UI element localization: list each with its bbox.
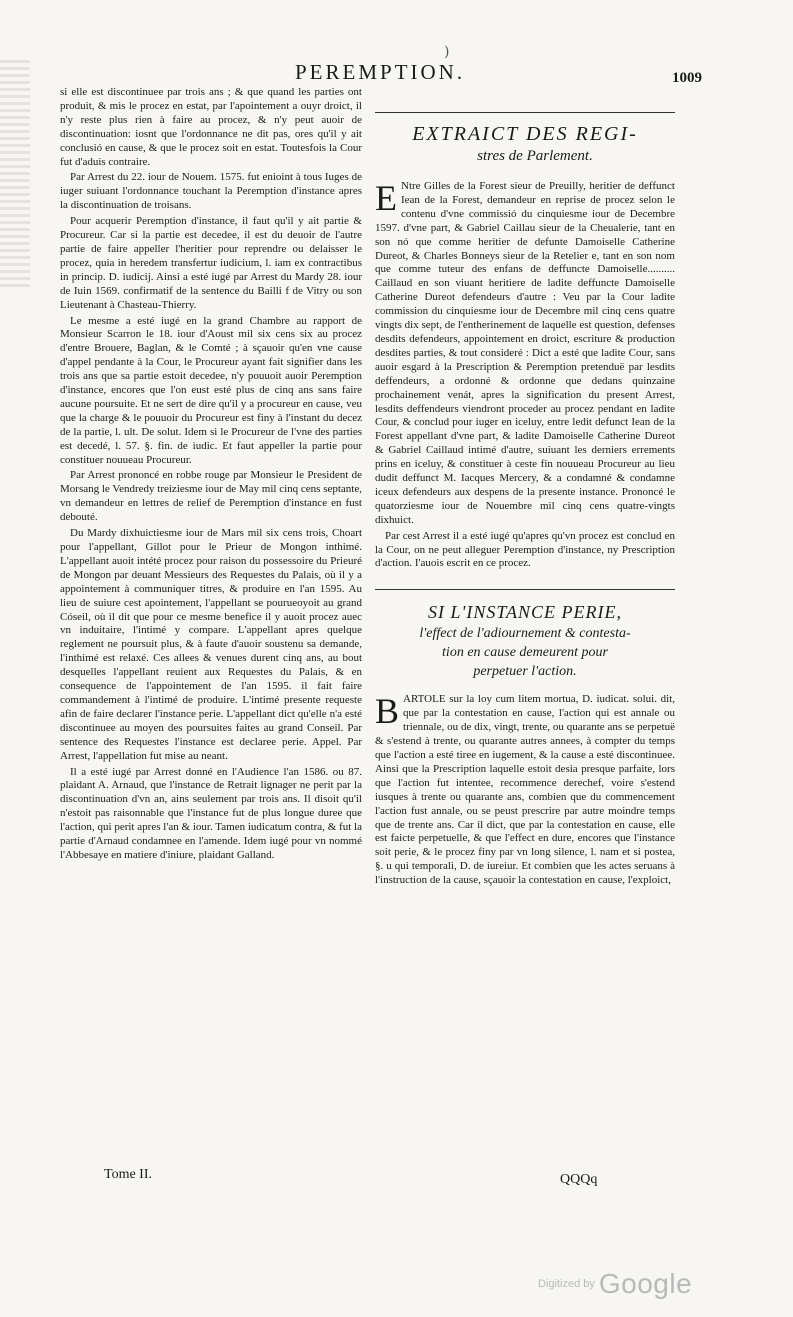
paragraph: Du Mardy dixhuictiesme iour de Mars mil six cens trois, Choart pour l'appellant, Gillot pour le Prieur de Mongon inthimé. L'appellant auoit intété procez pour raison du possessoire du Prieuré de Mongon par deuant Messieurs des Requestes du Palais, où il y a appointement à communiquer titres, & produire en l'an 1595. Au lieu de suiure cest apointement, l'appellant se pourueoyoit au grand Cóseil, où il dit que pour ce mesme benefice il y auoit procez auec vn induitaire, l'intimé y compare. L'appellant apres quelque reglement ne poursuit plus, & à faute d'auoir soustenu sa demande, l'inthimé est relaxé. Ces allees & venues durent cinq ans, au bout desquelles l'appellant reuient aux Requestes du Palais, & en consequence de l'appointement de l'an 1595. il fait faire commandement à l'intimé de produire. L'intimé presente requeste afin de faire declarer l'instance perie. L'appellant dict qu'elle n'a esté discontinuee au moyen des poursuites faites au grand Conseil. Par sentence des Requestes l'instance est declaree perie. Appel. Par Arrest, l'appellation fut mise au neant. [60, 527, 362, 762]
si-heading-line1: SI L'INSTANCE PERIE, [427, 602, 622, 623]
pencil-mark: ) [444, 44, 450, 60]
drop-cap: B [375, 691, 400, 732]
si-heading-line2: l'effect de l'adiournement & contesta- [419, 626, 631, 642]
page-spine-shadow [0, 60, 30, 290]
divider [375, 112, 675, 113]
extrait-heading-line2: stres de Parlement. [477, 148, 593, 164]
digitized-watermark [538, 1268, 692, 1300]
paragraph: Il a esté iugé par Arrest donné en l'Audience l'an 1586. ou 87. plaidant A. Arnaud, que l'instance de Retrait lignager ne perit par la discontinuation d'vn an, ains seulement par trois ans. Il disoit qu'il n'estoit pas raisonnable que l'instance fut de plus longue duree que l'action, qui perit apres l'an & iour. Tamen iudicatum contra, & fut la partie d'Arnaud condamnee en l'amende. Idem iugé pour vn nommé l'Abbesaye en matiere d'iniure, plaidant Galland. [60, 765, 362, 861]
paragraph: Par Arrest prononcé en robbe rouge par Monsieur le President de Morsang le Vendredy treiziesme iour de May mil cinq cens septante, vn demandeur en lettres de relief de Peremption d'instance en fust debouté. [60, 469, 362, 524]
running-title: PEREMPTION. [295, 60, 466, 84]
si-heading [375, 600, 675, 681]
extrait-heading-line1: EXTRAICT DES REGI- [412, 123, 638, 145]
extrait-after: Par cest Arrest il a esté iugé qu'apres qu'vn procez est conclud en la Cour, on ne peut alleguer Peremption d'instance, ny Prescription d'action. I'auois escrit en ce procez. [375, 529, 675, 570]
paragraph: Par Arrest du 22. iour de Nouem. 1575. fut enioint à tous Iuges de iuger suiuant l'ordonnance touchant la Peremption d'instance apres la discontinuation de troisans. [60, 171, 362, 212]
divider [375, 589, 675, 590]
signature-mark: QQQq [560, 1172, 598, 1187]
si-heading-line3: tion en cause demeurent pour [442, 645, 608, 661]
right-column [375, 86, 675, 890]
si-heading-line4: perpetuer l'action. [473, 664, 577, 680]
extrait-body [375, 180, 675, 528]
paragraph: si elle est discontinuee par trois ans ; & que quand les parties ont produit, & mis le procez en estat, par l'apointement a ouyr droict, il n'y reste plus rien à faire au procez, & n'y peut auoir de discontinuation: iosnt que l'ordonnance ne dit pas, ores qu'il y ait conclusió en cause, & que le procez soit en estat. Toutesfois la Cour fut d'aduis contraire. [60, 86, 362, 168]
si-body-text: ARTOLE sur la loy cum litem mortua, D. iudicat. solui. dit, que par la contestation en cause, l'action qui est annale ou triennale, ou de dix, vingt, trente, ou quarante ans se perpetuë & s'estend à trente, ou quarante autres annees, à compter du temps que l'action a esté tiree en iugement, & la cause a esté discontinuee. Ainsi que la Prescription laquelle estoit desia presque parfaite, lors que l'action fut intentee, recommence derechef, voire s'estend iusques à trente ou quarante ans, combien que du commencement l'action fust annale, ou se peust prescrire par autre moindre temps que de trente ans. Car il dict, que par la contestation en cause, elle est faicte perpetuelle, & que l'effect en dure, encores que l'instance soit perie, & le procez finy par vn long silence, l. nam et si postea, §. u qui temporali, D. de iureiur. Et combien que les actes seruans à l'instruction de la cause, sçauoir la contestation en cause, l'exploict, [375, 693, 675, 887]
google-logo: Google [598, 1268, 693, 1299]
si-body [375, 693, 675, 888]
paragraph: Pour acquerir Peremption d'instance, il faut qu'il y ait partie & Procureur. Car si la partie est decedee, il est du deuoir de l'autre partie de faire appeller l'heritier pour reprendre ou delaisser le procez, quia in heredem transfertur iudicium, l. iam ex contractibus in princip. D. iudicij. Ainsi a esté iugé par Arrest du Mardy 28. iour de Iuin 1569. confirmatif de la sentence du Bailli f de Vitry ou son Lieutenant à Chasteau-Thierry. [60, 215, 362, 311]
extrait-heading [375, 123, 675, 166]
watermark-text: Digitized by [538, 1278, 595, 1290]
drop-cap: E [375, 178, 397, 218]
volume-label: Tome II. [104, 1167, 153, 1182]
left-column [60, 86, 362, 865]
paragraph: Le mesme a esté iugé en la grand Chambre au rapport de Monsieur Scarron le 18. iour d'Aoust mil six cens six au procez d'entre Brouere, Baglan, & le Comté ; à sçauoir qu'en vne cause d'appel pendante à la Cour, le Procureur ayant fait signifier dans les trois ans que sa partie estoit decedee, n'y pouuoit auoir Peremption d'instance, encores que l'on eust esté plus de cinq ans sans faire aucune poursuite. Et ne sert de dire qu'il y a procureur en cause, veu que la charge & le pouuoir du Procureur est finy à l'instant du decez de la partie, l. ult. De solut. Idem si le Procureur de l'vne des parties est decedé, l. 57. §. fin. de iudic. Et faut appeller la partie pour constituer nouueau Procureur. [60, 314, 362, 466]
extrait-body-text: Ntre Gilles de la Forest sieur de Preuilly, heritier de deffunct Iean de la Forest, demandeur en reprise de procez selon le contenu d'vne commissió du cinquiesme iour de Decembre 1597. d'vne part, & Gabriel Caillau sieur de la Cheualerie, tant en son nó que comme heritier de defunte Damoiselle Catherine Dureot, & Charles Bonneys sieur de la Retelier e, tant en son nom que comme tuteur des enfans de deffuncte Damoiselle.......... Caillaud en son viuant heritiere de ladite deffuncte Damoiselle Catherine Dureot defendeurs d'autre : Veu par la Cour ladite commission du cinquiesme iour de Decembre mil cinq cens quatre vingts dix sept, de l'entherinement de laquelle est question, defenses desdits defendeurs, appointement en droict, escriture & production desdites parties, & tout consideré : Dict a esté que ladite Cour, sans auoir esgard à la Prescription & Peremption pretenduë par lesdits deffendeurs, a ordonné & ordonne que dedans quinzaine prochainement venát, apres la signification du present Arrest, lesdits deffendeurs viendront proceder au procez pendant en ladite Cour, & conclud pour iuger en iceluy, entre ledit defunct Iean de la Forest appellant d'vne part, & ladite Damoiselle Catherine Dureot & Gabriel Caillaud intimé d'autre, suiuant les derniers errements prins en iceluy, & constituer à ceste fin nouueau Procureur au lieu dudit deffunct M. Iacques Mercery, & a condamné & condamne iceux defendeurs aux despens de la presente instance. Prononcé le quatorziesme iour de Nouembre mil cinq cens quatre-vingts dixhuict. [375, 180, 675, 526]
page-number: 1009 [672, 70, 702, 86]
